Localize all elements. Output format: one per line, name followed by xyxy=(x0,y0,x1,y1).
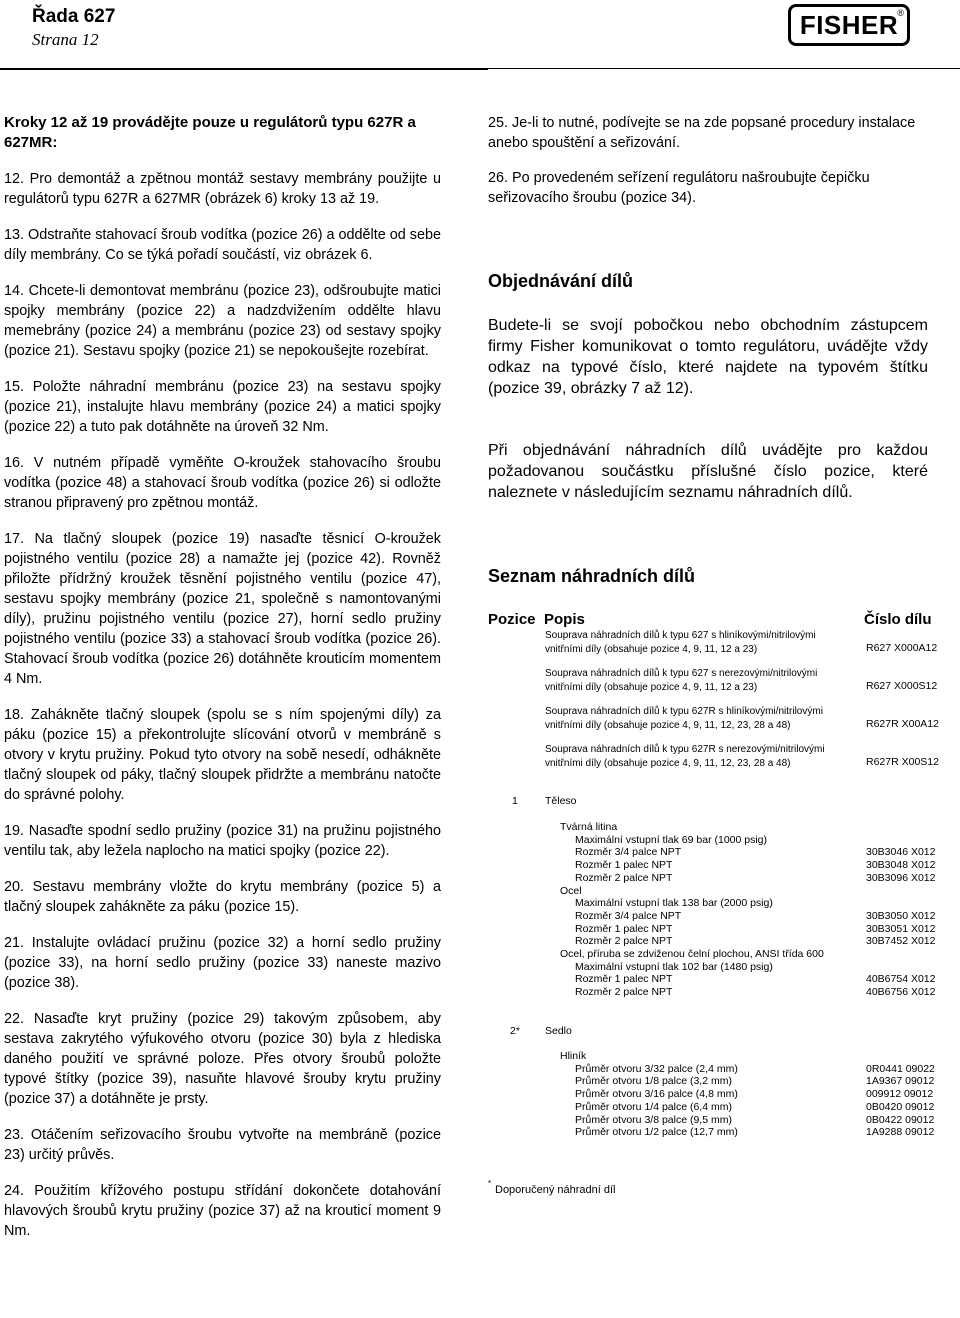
kit-desc-line2: vnitřními díly (obsahuje pozice 4, 9, 11, 12, 23, 28 a 48) xyxy=(545,720,791,731)
ordering-title: Objednávání dílů xyxy=(488,271,634,291)
item-name: Těleso xyxy=(545,795,577,807)
section-heading: Kroky 12 až 19 provádějte pouze u regulátorů typu 627R a 627MR: xyxy=(4,114,416,151)
header-cislo: Číslo dílu xyxy=(864,611,932,628)
kit-part-number: R627 X000A12 xyxy=(866,642,938,654)
part-description: Průměr otvoru 3/32 palce (2,4 mm) xyxy=(575,1062,738,1075)
part-number: 40B6754 X012 xyxy=(866,973,936,986)
step-22: 22. Nasaďte kryt pružiny (pozice 29) takovým způsobem, aby sestava zakrytého výfukového otvoru (pozice 30) byla z hlediska daného použití ve správné poloze. Přes otvory šroubů položte typové štítky (pozice 39), nasuňte hlavové šrouby krytu pružiny (pozice 37) a dotáhněte je prsty. xyxy=(4,1011,441,1107)
logo-text: FISHER xyxy=(799,9,899,40)
part-description: Ocel xyxy=(560,884,582,897)
part-description: Maximální vstupní tlak 69 bar (1000 psig) xyxy=(575,833,768,846)
step-21: 21. Instalujte ovládací pružinu (pozice 32) a horní sedlo pružiny (pozice 33), na horní sedlo pružiny (pozice 33) naneste mazivo (pozice 38). xyxy=(4,935,441,991)
header-popis: Popis xyxy=(544,611,585,628)
kit-part-number: R627R X00A12 xyxy=(866,718,939,730)
part-description: Rozměr 1 palec NPT xyxy=(575,859,673,872)
part-number: 30B3096 X012 xyxy=(866,871,936,884)
header-rule-left xyxy=(0,68,488,70)
part-number: 30B3046 X012 xyxy=(866,846,936,859)
part-description: Průměr otvoru 1/2 palce (12,7 mm) xyxy=(575,1126,738,1139)
step-25: 25. Je-li to nutné, podívejte se na zde popsané procedury instalace anebo spouštění a seřizování. xyxy=(488,115,916,151)
ordering-paragraph-1: Budete-li se svojí pobočkou nebo obchodním zástupcem firmy Fisher komunikovat o tomto regulátoru, uvádějte vždy odkaz na typové číslo, které najdete na typovém štítku (pozice 39, obrázky 7 až 12). xyxy=(488,317,928,397)
step-13: 13. Odstraňte stahovací šroub vodítka (pozice 26) a oddělte od sebe díly membrány. Co se týká pořadí součástí, viz obrázek 6. xyxy=(4,227,441,263)
series-title: Řada 627 xyxy=(32,6,116,27)
kit-part-number: R627R X00S12 xyxy=(866,756,939,768)
part-description: Rozměr 2 palce NPT xyxy=(575,871,673,884)
step-23: 23. Otáčením seřizovacího šroubu vytvořte na membráně (pozice 23) určitý průvěs. xyxy=(4,1127,441,1163)
kit-desc-line1: Souprava náhradních dílů k typu 627R s hliníkovými/nitrilovými xyxy=(545,706,823,717)
part-number: 0B0422 09012 xyxy=(866,1113,935,1126)
footnote-mark: * xyxy=(488,1179,492,1188)
part-number: 30B7452 X012 xyxy=(866,935,936,948)
part-number: 30B3051 X012 xyxy=(866,922,936,935)
part-description: Rozměr 2 palce NPT xyxy=(575,935,673,948)
part-description: Průměr otvoru 3/8 palce (9,5 mm) xyxy=(575,1113,732,1126)
part-number: 009912 09012 xyxy=(866,1088,934,1101)
part-description: Průměr otvoru 1/4 palce (6,4 mm) xyxy=(575,1100,732,1113)
part-description: Průměr otvoru 3/16 palce (4,8 mm) xyxy=(575,1088,738,1101)
kit-row xyxy=(545,705,845,733)
step-12: 12. Pro demontáž a zpětnou montáž sestavy membrány použijte u regulátorů typu 627R a 627MR (obrázek 6) kroky 13 až 19. xyxy=(4,171,441,207)
step-18: 18. Zahákněte tlačný sloupek (spolu se s ním spojenými díly) za páku (pozice 15) a překontrolujte slícování otvorů v membráně s otvory v krytu pružiny. Pokud tyto otvory na sobě nesedí, odhákněte tlačný sloupek od páky, tlačný sloupek přidržte a membránu natočte do správné polohy. xyxy=(4,707,441,803)
part-description: Rozměr 1 palec NPT xyxy=(575,973,673,986)
part-number: 40B6756 X012 xyxy=(866,986,936,999)
part-description: Ocel, příruba se zdviženou čelní plochou, ANSI třída 600 xyxy=(560,948,824,960)
part-description: Maximální vstupní tlak 102 bar (1480 psig) xyxy=(575,960,773,973)
kit-row xyxy=(545,629,845,657)
registered-mark: ® xyxy=(897,8,904,18)
kit-row xyxy=(545,667,845,695)
part-number: 30B3048 X012 xyxy=(866,859,936,872)
kit-desc-line1: Souprava náhradních dílů k typu 627R s nerezovými/nitrilovými xyxy=(545,744,825,755)
item-number: 2* xyxy=(510,1025,520,1037)
left-column xyxy=(4,113,441,1257)
kit-desc-line1: Souprava náhradních dílů k typu 627 s hliníkovými/nitrilovými xyxy=(545,630,816,641)
fisher-logo xyxy=(788,4,910,46)
kit-part-number: R627 X000S12 xyxy=(866,680,938,692)
step-26: 26. Po provedeném seřízení regulátoru našroubujte čepičku seřizovacího šroubu (pozice 34). xyxy=(488,170,870,206)
kit-desc-line2: vnitřními díly (obsahuje pozice 4, 9, 11, 12 a 23) xyxy=(545,682,758,693)
step-19: 19. Nasaďte spodní sedlo pružiny (pozice 31) na pružinu pojistného ventilu tak, aby ležela naplocho na matici spojky (pozice 22). xyxy=(4,823,441,859)
step-20: 20. Sestavu membrány vložte do krytu membrány (pozice 5) a tlačný sloupek zahákněte za páku (pozice 15). xyxy=(4,879,441,915)
header-pozice: Pozice xyxy=(488,611,536,628)
header-rule-right xyxy=(488,68,960,69)
part-description: Rozměr 3/4 palce NPT xyxy=(575,909,682,922)
step-17: 17. Na tlačný sloupek (pozice 19) nasaďte těsnicí O-kroužek pojistného ventilu (pozice 28) a namažte jej (pozice 42). Rovněž přiložte přídržný kroužek těsnění pojistného ventilu (pozice 47), sestavu spojky membrány (pozice 21, společně s namontovanými díly), pružinu pojistného ventilu (pozice 27), horní sedlo pružiny pojistného ventilu (pozice 33) a stahovací šroub vodítka (pozice 26). Stahovací šroub vodítka (pozice 26) dotáhněte krouticím momentem 4 Nm. xyxy=(4,531,441,687)
step-24: 24. Použitím křížového postupu střídání dokončete dotahování hlavových šroubů krytu pružiny (pozice 37) až na krouticí moment 9 Nm. xyxy=(4,1183,441,1239)
step-15: 15. Položte náhradní membránu (pozice 23) na sestavu spojky (pozice 21), instalujte hlavu membrány (pozice 24) a matici spojky (pozice 22) a tuto pak dotáhněte na úroveň 32 Nm. xyxy=(4,379,441,435)
ordering-paragraph-2: Při objednávání náhradních dílů uvádějte pro každou požadovanou součástku příslušné číslo pozice, které naleznete v následujícím seznamu náhradních dílů. xyxy=(488,442,928,501)
part-number: 0B0420 09012 xyxy=(866,1100,935,1113)
part-description: Rozměr 1 palec NPT xyxy=(575,922,673,935)
kit-row xyxy=(545,743,845,771)
part-description: Rozměr 3/4 palce NPT xyxy=(575,846,682,859)
page-number: Strana 12 xyxy=(32,30,99,49)
part-number: 1A9367 09012 xyxy=(866,1075,935,1088)
step-16: 16. V nutném případě vyměňte O-kroužek stahovacího šroubu vodítka (pozice 48) a stahovací šroub vodítka (pozice 26) si odložte stranou připravený pro zpětnou montáž. xyxy=(4,455,441,511)
item-number: 1 xyxy=(512,795,518,807)
part-description: Tvárná litina xyxy=(560,821,618,833)
part-number: 0R0441 09022 xyxy=(866,1062,935,1075)
part-number: 30B3050 X012 xyxy=(866,909,936,922)
item-name: Sedlo xyxy=(545,1025,572,1037)
part-description: Hliník xyxy=(560,1050,587,1062)
part-description: Maximální vstupní tlak 138 bar (2000 psig) xyxy=(575,897,773,910)
kit-desc-line1: Souprava náhradních dílů k typu 627 s nerezovými/nitrilovými xyxy=(545,668,818,679)
part-description: Průměr otvoru 1/8 palce (3,2 mm) xyxy=(575,1075,732,1088)
parts-list-title: Seznam náhradních dílů xyxy=(488,566,696,586)
kit-desc-line2: vnitřními díly (obsahuje pozice 4, 9, 11, 12 a 23) xyxy=(545,644,758,655)
part-number: 1A9288 09012 xyxy=(866,1126,935,1139)
footnote: Doporučený náhradní díl xyxy=(495,1184,616,1196)
step-14: 14. Chcete-li demontovat membránu (pozice 23), odšroubujte matici spojky membrány (pozice 22) a nadzdvižením oddělte hlavu memebrány (pozice 24) a membránu (pozice 23) od sestavy spojky (pozice 21). Sestavu spojky (pozice 21) se nepokoušejte rozebírat. xyxy=(4,283,441,359)
kit-desc-line2: vnitřními díly (obsahuje pozice 4, 9, 11, 12, 23, 28 a 48) xyxy=(545,758,791,769)
part-description: Rozměr 2 palce NPT xyxy=(575,986,673,999)
